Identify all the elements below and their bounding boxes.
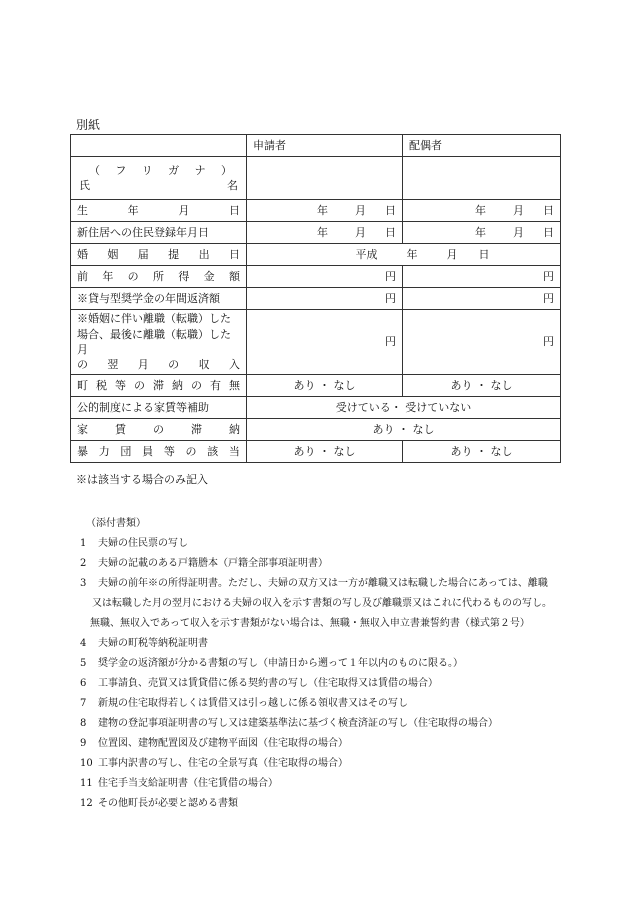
- tax-label: 町 税 等 の 滞 納 の 有 無: [71, 375, 247, 397]
- list-item: 1 夫婦の住民票の写し: [80, 538, 188, 549]
- resignation-label: ※婚姻に伴い離職（転職）した 場合、最後に離職（転職）した月 の 翌 月 の 収 入: [71, 310, 247, 375]
- list-item: 10 工事内訳書の写し、住宅の全景写真（住宅取得の場合）: [80, 758, 348, 769]
- name-chars: 氏 名: [79, 179, 238, 192]
- rent-arrears-row: [71, 419, 561, 441]
- spouse-income-field[interactable]: 円: [403, 266, 561, 288]
- spouse-scholarship-field[interactable]: 円: [403, 288, 561, 310]
- applicant-income-field[interactable]: 円: [247, 266, 403, 288]
- header-blank: [71, 135, 247, 157]
- income-label: 前 年 の 所 得 金 額: [71, 266, 247, 288]
- marriage-row: [71, 244, 561, 266]
- sheet-label: 別紙: [76, 118, 101, 132]
- applicant-residence-field[interactable]: 年 月 日: [247, 222, 403, 244]
- spouse-name-field[interactable]: [403, 157, 561, 200]
- list-item: 3 夫婦の前年※の所得証明書。ただし、夫婦の双方又は一方が離職又は転職した場合にあっては、離職: [80, 578, 548, 589]
- residence-label: 新住居への住民登録年月日: [71, 222, 247, 244]
- header-applicant: 申請者: [247, 135, 403, 157]
- applicant-resignation-field[interactable]: 円: [247, 310, 403, 375]
- tax-row: [71, 375, 561, 397]
- spouse-gang-choice[interactable]: あり ・ なし: [403, 441, 561, 463]
- income-row: [71, 266, 561, 288]
- gang-row: [71, 441, 561, 463]
- attachments-title: （添付書類）: [86, 518, 146, 529]
- rent-arrears-choice[interactable]: あり ・ なし: [247, 419, 561, 441]
- birth-row: [71, 200, 561, 222]
- rent-arrears-label: 家 賃 の 滞 納: [71, 419, 247, 441]
- note: ※は該当する場合のみ記入: [76, 473, 208, 486]
- list-item: 11 住宅手当支給証明書（住宅賃借の場合）: [80, 778, 278, 789]
- applicant-tax-choice[interactable]: あり ・ なし: [247, 375, 403, 397]
- spouse-tax-choice[interactable]: あり ・ なし: [403, 375, 561, 397]
- list-item: 7 新規の住宅取得若しくは賃借又は引っ越しに係る領収書又はその写し: [80, 698, 408, 709]
- list-item: 8 建物の登記事項証明書の写し又は建築基準法に基づく検査済証の写し（住宅取得の場合）: [80, 718, 498, 729]
- attachments-list: [80, 534, 560, 814]
- housing-aid-label: 公的制度による家賃等補助: [71, 397, 247, 419]
- header-spouse: 配偶者: [403, 135, 561, 157]
- spouse-birth-field[interactable]: 年 月 日: [403, 200, 561, 222]
- list-item: 2 夫婦の記載のある戸籍謄本（戸籍全部事項証明書）: [80, 558, 328, 569]
- applicant-name-field[interactable]: [247, 157, 403, 200]
- name-row: [71, 157, 561, 200]
- scholarship-row: [71, 288, 561, 310]
- resignation-row: [71, 310, 561, 375]
- marriage-label: 婚 姻 届 提 出 日: [71, 244, 247, 266]
- scholarship-label: ※貸与型奨学金の年間返済額: [71, 288, 247, 310]
- furigana-label: （ フ リ ガ ナ ）: [89, 163, 232, 177]
- application-form-table: [70, 134, 561, 463]
- list-item: 6 工事請負、売買又は賃貸借に係る契約書の写し（住宅取得又は賃借の場合）: [80, 678, 438, 689]
- applicant-scholarship-field[interactable]: 円: [247, 288, 403, 310]
- housing-aid-row: [71, 397, 561, 419]
- applicant-gang-choice[interactable]: あり ・ なし: [247, 441, 403, 463]
- name-label: [71, 157, 247, 200]
- list-item: 12 その他町長が必要と認める書類: [80, 798, 238, 809]
- birth-label: 生 年 月 日: [71, 200, 247, 222]
- header-row: [71, 135, 561, 157]
- list-item: 9 位置図、建物配置図及び建物平面図（住宅取得の場合）: [80, 738, 348, 749]
- list-item: 4 夫婦の町税等納税証明書: [80, 638, 208, 649]
- gang-label: 暴 力 団 員 等 の 該 当: [71, 441, 247, 463]
- marriage-date-field[interactable]: 平成 年 月 日: [247, 244, 561, 266]
- applicant-birth-field[interactable]: 年 月 日: [247, 200, 403, 222]
- housing-aid-choice[interactable]: 受けている・ 受けていない: [247, 397, 561, 419]
- list-item: 5 奨学金の返済額が分かる書類の写し（申請日から遡って１年以内のものに限る。）: [80, 658, 463, 669]
- spouse-resignation-field[interactable]: 円: [403, 310, 561, 375]
- spouse-residence-field[interactable]: 年 月 日: [403, 222, 561, 244]
- list-item-continuation: 又は転職した月の翌月における夫婦の収入を示す書類の写し及び離職票又はこれに代わるものの写し。: [92, 598, 552, 609]
- list-item-continuation: 無職、無収入であって収入を示す書類がない場合は、無職・無収入申立書兼誓約書（様式第２号）: [90, 618, 530, 629]
- residence-row: [71, 222, 561, 244]
